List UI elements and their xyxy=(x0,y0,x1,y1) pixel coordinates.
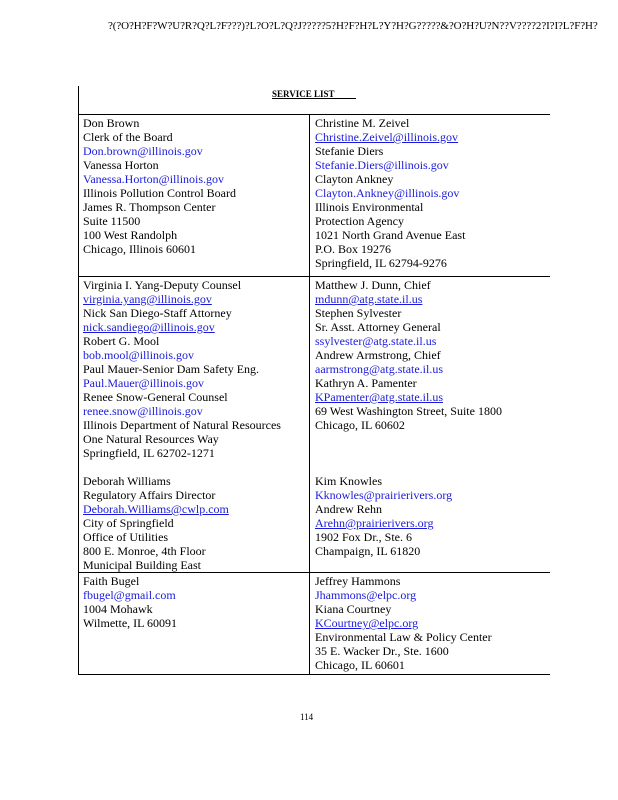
contact-line: Illinois Environmental xyxy=(315,200,424,214)
contact-line: Sr. Asst. Attorney General xyxy=(315,320,441,334)
contact-line: P.O. Box 19276 xyxy=(315,242,392,256)
email-link[interactable]: renee.snow@illinois.gov xyxy=(83,404,203,418)
email-link[interactable]: nick.sandiego@illinois.gov xyxy=(83,320,215,334)
contact-line: Andrew Armstrong, Chief xyxy=(315,348,441,362)
contact-line: 1021 North Grand Avenue East xyxy=(315,228,466,242)
service-list-title: SERVICE LIST xyxy=(272,89,335,99)
contact-line: Jeffrey Hammons xyxy=(315,574,401,588)
contact-line: Andrew Rehn xyxy=(315,502,382,516)
contact-line: City of Springfield xyxy=(83,516,174,530)
contact-line: Deborah Williams xyxy=(83,474,171,488)
row3-right-cell xyxy=(315,574,551,672)
contact-line: Christine M. Zeivel xyxy=(315,116,410,130)
contact-line: Nick San Diego-Staff Attorney xyxy=(83,306,232,320)
row1-right-cell xyxy=(315,116,551,270)
contact-line: One Natural Resources Way xyxy=(83,432,219,446)
contact-line: Champaign, IL 61820 xyxy=(315,544,421,558)
contact-line: Kiana Courtney xyxy=(315,602,392,616)
contact-line: 1004 Mohawk xyxy=(83,602,153,616)
contact-line: James R. Thompson Center xyxy=(83,200,216,214)
contact-line: Chicago, IL 60602 xyxy=(315,418,405,432)
contact-line: Regulatory Affairs Director xyxy=(83,488,216,502)
contact-line: Clerk of the Board xyxy=(83,130,173,144)
email-link[interactable]: Paul.Mauer@illinois.gov xyxy=(83,376,205,390)
contact-line: Illinois Department of Natural Resources xyxy=(83,418,281,432)
row-divider-3 xyxy=(79,572,550,573)
contact-line: Municipal Building East xyxy=(83,558,201,572)
email-link[interactable]: Vanessa.Horton@illinois.gov xyxy=(83,172,225,186)
page-number: 114 xyxy=(300,712,314,722)
row-divider-1 xyxy=(79,114,550,115)
blank-line xyxy=(315,446,551,460)
email-link[interactable]: Jhammons@elpc.org xyxy=(315,588,417,602)
email-link[interactable]: Christine.Zeivel@illinois.gov xyxy=(315,130,459,144)
blank-line xyxy=(315,432,551,446)
contact-line: Chicago, Illinois 60601 xyxy=(83,242,196,256)
contact-line: Kathryn A. Pamenter xyxy=(315,376,417,390)
column-divider xyxy=(309,114,310,674)
contact-line: Paul Mauer-Senior Dam Safety Eng. xyxy=(83,362,260,376)
email-link[interactable]: Clayton.Ankney@illinois.gov xyxy=(315,186,460,200)
contact-line: Springfield, IL 62794-9276 xyxy=(315,256,447,270)
email-link[interactable]: Don.brown@illinois.gov xyxy=(83,144,203,158)
email-link[interactable]: aarmstrong@atg.state.il.us xyxy=(315,362,444,376)
contact-line: Wilmette, IL 60091 xyxy=(83,616,178,630)
row2-left-cell xyxy=(83,278,309,572)
email-link[interactable]: Deborah.Williams@cwlp.com xyxy=(83,502,229,516)
contact-line: Faith Bugel xyxy=(83,574,140,588)
contact-line: 35 E. Wacker Dr., Ste. 1600 xyxy=(315,644,449,658)
blank-line xyxy=(315,460,551,474)
title-row xyxy=(79,86,550,114)
email-link[interactable]: bob.mool@illinois.gov xyxy=(83,348,195,362)
page-header-text: ?(?O?H?F?W?U?R?Q?L?F???)?L?O?L?Q?J?????5?H?F?H?L?Y?H?G?????&?O?H?U?N??V????2?I?I?L?F?H? xyxy=(108,20,598,32)
contact-line: Virginia I. Yang-Deputy Counsel xyxy=(83,278,242,292)
row2-right-cell xyxy=(315,278,551,558)
contact-line: Stephen Sylvester xyxy=(315,306,402,320)
contact-line: Matthew J. Dunn, Chief xyxy=(315,278,431,292)
contact-line: Renee Snow-General Counsel xyxy=(83,390,228,404)
contact-line: Stefanie Diers xyxy=(315,144,384,158)
email-link[interactable]: KPamenter@atg.state.il.us xyxy=(315,390,444,404)
contact-line: Illinois Pollution Control Board xyxy=(83,186,237,200)
contact-line: Robert G. Mool xyxy=(83,334,160,348)
contact-line: Chicago, IL 60601 xyxy=(315,658,405,672)
contact-line: Kim Knowles xyxy=(315,474,382,488)
contact-line: Springfield, IL 62702-1271 xyxy=(83,446,215,460)
email-link[interactable]: KCourtney@elpc.org xyxy=(315,616,419,630)
email-link[interactable]: fbugel@gmail.com xyxy=(83,588,176,602)
contact-line: 800 E. Monroe, 4th Floor xyxy=(83,544,206,558)
contact-line: Vanessa Horton xyxy=(83,158,159,172)
email-link[interactable]: ssylvester@atg.state.il.us xyxy=(315,334,437,348)
email-link[interactable]: mdunn@atg.state.il.us xyxy=(315,292,423,306)
contact-line: 1902 Fox Dr., Ste. 6 xyxy=(315,530,413,544)
blank-line xyxy=(83,460,309,474)
email-link[interactable]: Stefanie.Diers@illinois.gov xyxy=(315,158,449,172)
contact-line: Office of Utilities xyxy=(83,530,169,544)
email-link[interactable]: Kknowles@prairierivers.org xyxy=(315,488,453,502)
contact-line: 69 West Washington Street, Suite 1800 xyxy=(315,404,502,418)
email-link[interactable]: Arehn@prairierivers.org xyxy=(315,516,434,530)
contact-line: Environmental Law & Policy Center xyxy=(315,630,492,644)
contact-line: Clayton Ankney xyxy=(315,172,394,186)
contact-line: Don Brown xyxy=(83,116,140,130)
title-underline xyxy=(272,98,356,99)
row3-left-cell xyxy=(83,574,309,630)
contact-line: 100 West Randolph xyxy=(83,228,178,242)
row1-left-cell xyxy=(83,116,309,256)
service-list-table xyxy=(78,86,550,675)
row-divider-2 xyxy=(79,276,550,277)
contact-line: Suite 11500 xyxy=(83,214,141,228)
email-link[interactable]: virginia.yang@illinois.gov xyxy=(83,292,212,306)
contact-line: Protection Agency xyxy=(315,214,404,228)
